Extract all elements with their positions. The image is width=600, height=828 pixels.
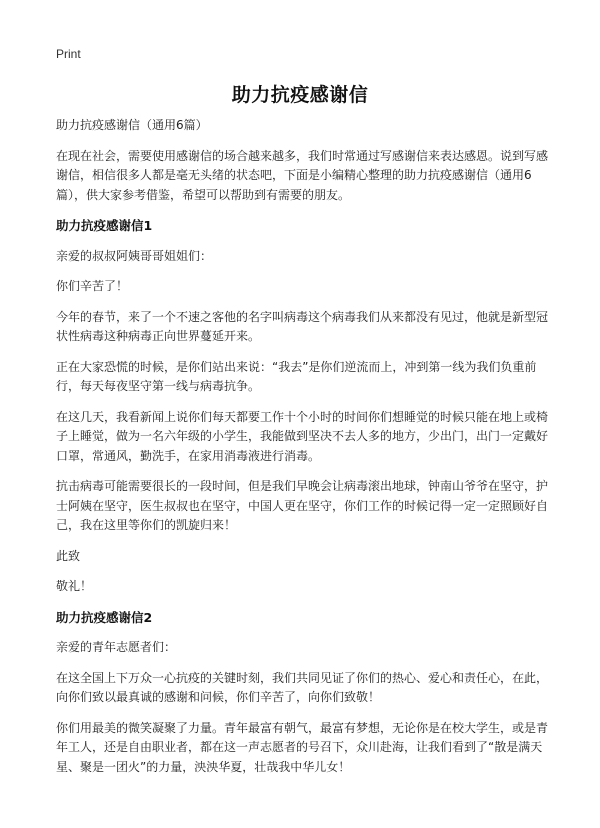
letter2-paragraph-2: 你们用最美的微笑凝聚了力量。青年最富有朝气，最富有梦想，无论你是在校大学生，或是青年工人，还是自由职业者，都在这一声志愿者的号召下，众川赴海，让我们看到了“散是满天星、聚是一团火”的力量，泱泱华夏，壮哉我中华儿女！: [56, 720, 549, 774]
letter1-greeting: 你们辛苦了！: [56, 279, 129, 293]
print-link[interactable]: Print: [56, 47, 81, 61]
letter1-paragraph-1: 今年的春节，来了一个不速之客他的名字叫病毒这个病毒我们从来都没有见过，他就是新型冠状性病毒这种病毒正向世界蔓延开来。: [56, 309, 549, 343]
letter1-paragraph-2: 正在大家恐慌的时候，是你们站出来说：“我去”是你们逆流而上，冲到第一线为我们负重前行，每天每夜坚守第一线与病毒抗争。: [56, 359, 537, 393]
intro-paragraph: 在现在社会，需要使用感谢信的场合越来越多，我们时常通过写感谢信来表达感恩。说到写感谢信，相信很多人都是毫无头绪的状态吧，下面是小编精心整理的助力抗疫感谢信（通用6篇），供大家参考借鉴，希望可以帮助到有需要的朋友。: [56, 148, 549, 202]
letter2-salutation: 亲爱的青年志愿者们：: [56, 640, 177, 654]
document-subtitle: 助力抗疫感谢信（通用6篇）: [56, 118, 208, 132]
page-title: 助力抗疫感谢信: [231, 84, 369, 106]
letter1-closing-2: 敬礼！: [56, 579, 93, 593]
letter1-paragraph-3: 在这几天，我看新闻上说你们每天都要工作十个小时的时间你们想睡觉的时候只能在地上或椅子上睡觉，做为一名六年级的小学生，我能做到坚决不去人多的地方，少出门，出门一定戴好口罩，常通风，勤洗手，在家用消毒液进行消毒。: [56, 409, 549, 463]
letter1-closing-1: 此致: [56, 548, 81, 563]
letter2-paragraph-1: 在这全国上下万众一心抗疫的关键时刻，我们共同见证了你们的热心、爱心和责任心，在此，向你们致以最真诚的感谢和问候，你们辛苦了，向你们致敬！: [56, 670, 549, 704]
letter2-heading: 助力抗疫感谢信2: [56, 609, 153, 625]
letter1-heading: 助力抗疫感谢信1: [56, 218, 153, 233]
letter1-paragraph-4: 抗击病毒可能需要很长的一段时间，但是我们早晚会让病毒滚出地球，钟南山爷爷在坚守，护士阿姨在坚守，医生叔叔也在坚守，中国人更在坚守，你们工作的时候记得一定一定照顾好自己，我在这里等你们的凯旋归来！: [56, 479, 549, 532]
document-body: [56, 116, 550, 788]
letter1-salutation: 亲爱的叔叔阿姨哥哥姐姐们：: [56, 248, 213, 263]
